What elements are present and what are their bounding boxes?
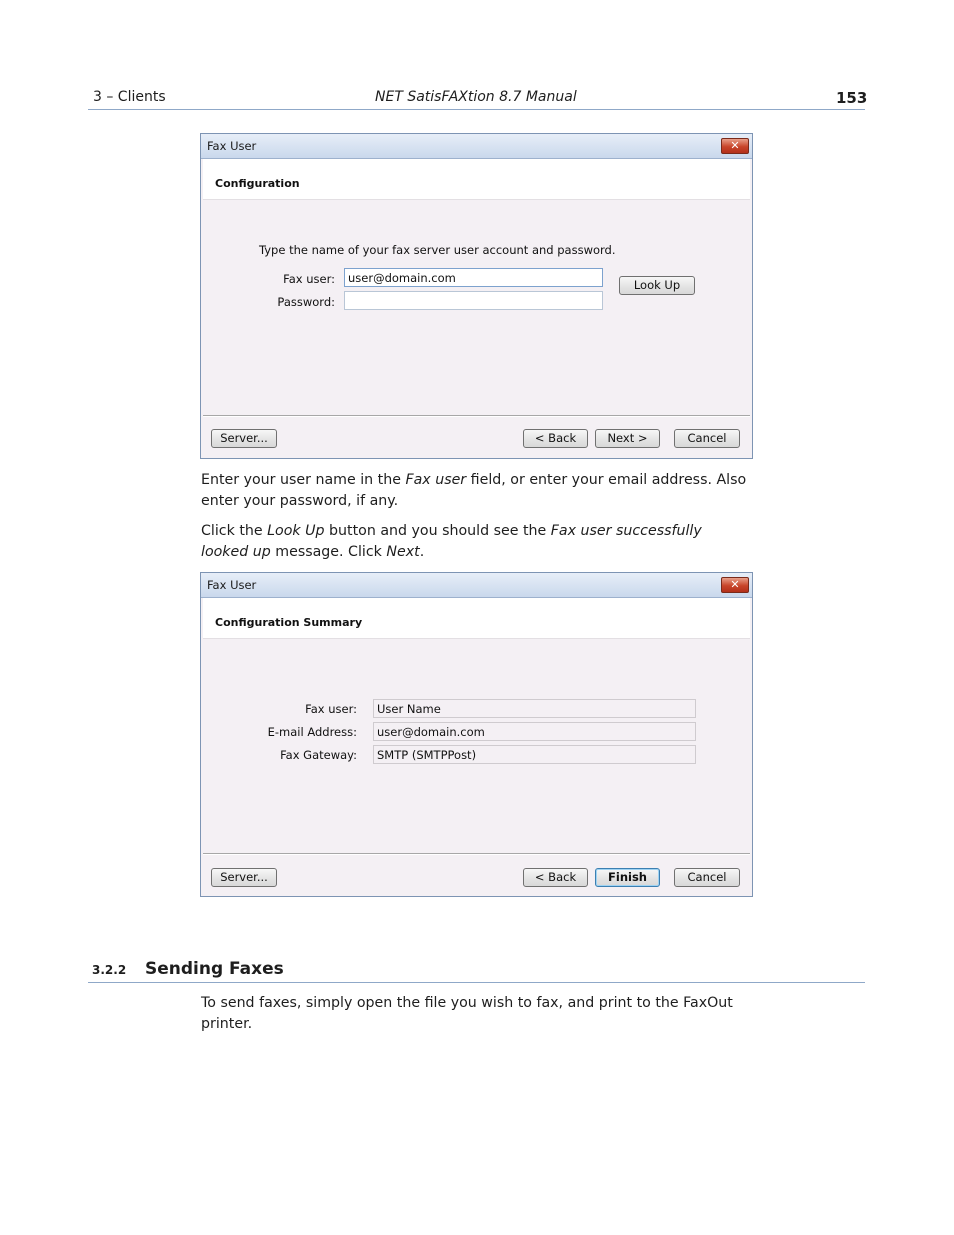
fax-user-dialog-summary: [200, 572, 753, 897]
dialog-heading: Configuration Summary: [215, 616, 363, 629]
dialog-title: Fax User: [207, 139, 257, 153]
fax-user-label: Fax user:: [283, 272, 335, 286]
summary-fax-user-field: [373, 699, 696, 718]
button-bar-separator: [203, 415, 750, 417]
fax-user-dialog-configuration: [200, 133, 753, 459]
dialog-title-bar: [201, 134, 752, 159]
header-page-number: 153: [836, 89, 868, 107]
password-label: Password:: [277, 295, 335, 309]
paragraph-enter-user: Enter your user name in the Fax user field, or enter your email address. Also enter your password, if any.: [201, 472, 747, 509]
section-number: 3.2.2: [92, 963, 127, 977]
summary-gateway-field: [373, 745, 696, 764]
paragraph-look-up: Click the Look Up button and you should see the Fax user successfully looked up message. Click Next.: [201, 523, 702, 560]
look-up-emphasis: Look Up: [267, 523, 325, 539]
success-message-emphasis: Fax user successfully looked up: [201, 523, 702, 560]
cancel-button[interactable]: Cancel: [674, 429, 740, 448]
section-title: Sending Faxes: [145, 959, 284, 979]
dialog-heading: Configuration: [215, 177, 300, 190]
password-input[interactable]: [344, 291, 603, 310]
summary-email-label: E-mail Address:: [267, 725, 357, 739]
fax-user-emphasis: Fax user: [405, 472, 467, 488]
summary-gateway-label: Fax Gateway:: [280, 748, 357, 762]
dialog-header-panel: [203, 159, 750, 200]
server-button[interactable]: Server...: [211, 429, 277, 448]
back-button[interactable]: < Back: [523, 429, 588, 448]
back-button[interactable]: < Back: [523, 868, 588, 887]
server-button[interactable]: Server...: [211, 868, 277, 887]
summary-fax-user-label: Fax user:: [305, 702, 357, 716]
dialog-header-panel: [203, 598, 750, 639]
header-rule: [88, 109, 865, 110]
close-icon[interactable]: ✕: [721, 577, 749, 593]
next-emphasis: Next: [386, 544, 420, 560]
close-icon[interactable]: ✕: [721, 138, 749, 154]
fax-user-input[interactable]: [344, 268, 603, 287]
summary-email-field: [373, 722, 696, 741]
instruction-text: Type the name of your fax server user account and password.: [259, 243, 616, 257]
next-button[interactable]: Next >: [595, 429, 660, 448]
finish-button[interactable]: Finish: [595, 868, 660, 887]
dialog-title: Fax User: [207, 578, 257, 592]
header-manual-title: NET SatisFAXtion 8.7 Manual: [375, 89, 577, 105]
section-body: To send faxes, simply open the file you wish to fax, and print to the FaxOut printer.: [201, 995, 733, 1032]
section-rule: [88, 982, 865, 983]
dialog-title-bar: [201, 573, 752, 598]
button-bar-separator: [203, 853, 750, 855]
header-chapter: 3 – Clients: [93, 89, 166, 105]
cancel-button[interactable]: Cancel: [674, 868, 740, 887]
look-up-button[interactable]: Look Up: [619, 276, 695, 295]
